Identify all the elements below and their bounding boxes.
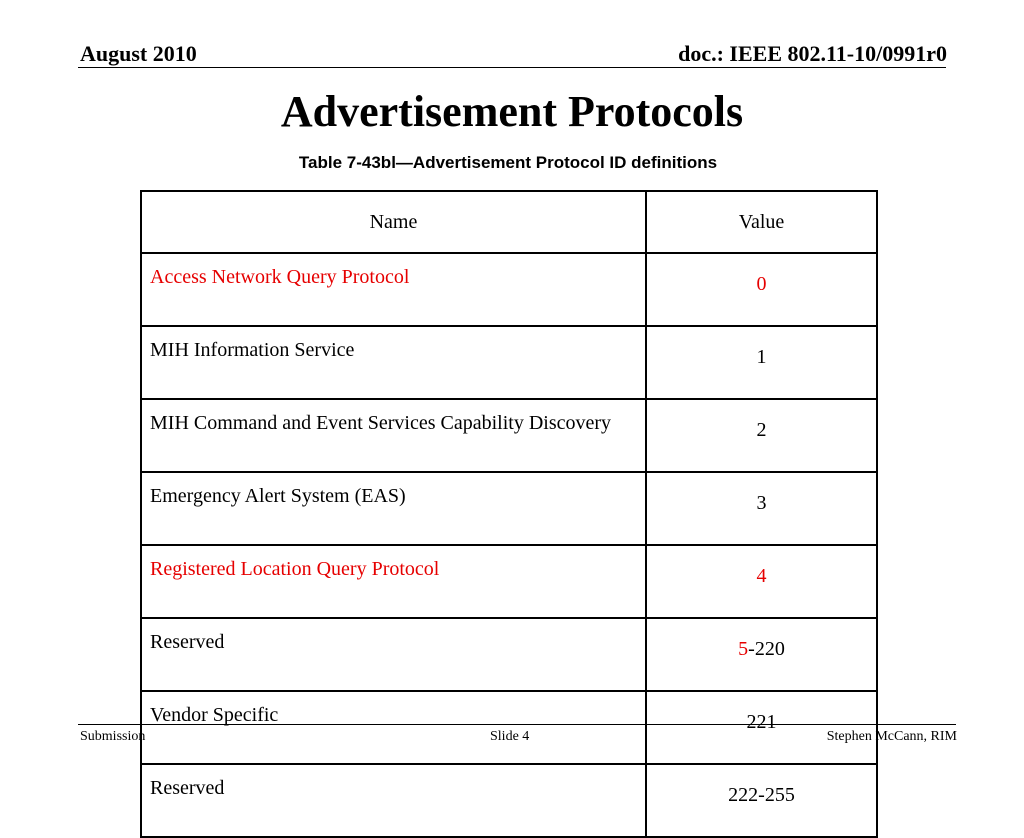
table-row	[141, 545, 877, 618]
row-name: MIH Command and Event Services Capability Discovery	[141, 399, 646, 472]
row-name: Vendor Specific	[141, 691, 646, 764]
table-row	[141, 764, 877, 837]
row-value: 2	[646, 399, 877, 472]
table-row	[141, 472, 877, 545]
header-divider	[78, 67, 946, 68]
row-value	[646, 618, 877, 691]
row-value: 222-255	[646, 764, 877, 837]
row-name: Access Network Query Protocol	[141, 253, 646, 326]
row-value-prefix: 5	[738, 638, 749, 660]
row-value: 0	[646, 253, 877, 326]
row-name: Reserved	[141, 618, 646, 691]
table-row	[141, 618, 877, 691]
row-value: 4	[646, 545, 877, 618]
table-row	[141, 399, 877, 472]
footer-slide-number: Slide 4	[490, 729, 530, 744]
row-name: Registered Location Query Protocol	[141, 545, 646, 618]
row-name: Reserved	[141, 764, 646, 837]
row-name: Emergency Alert System (EAS)	[141, 472, 646, 545]
row-value: 1	[646, 326, 877, 399]
footer-author: Stephen McCann, RIM	[826, 729, 957, 744]
footer-divider	[78, 724, 956, 725]
column-header-name: Name	[141, 191, 646, 253]
row-value-suffix: -220	[748, 638, 785, 660]
table-header-row	[141, 191, 877, 253]
row-value: 3	[646, 472, 877, 545]
table-row	[141, 326, 877, 399]
row-name: MIH Information Service	[141, 326, 646, 399]
header-date: August 2010	[80, 41, 197, 66]
header-doc-id: doc.: IEEE 802.11-10/0991r0	[678, 41, 947, 66]
row-value: 221	[646, 691, 877, 764]
slide-title: Advertisement Protocols	[280, 87, 744, 136]
table-row	[141, 253, 877, 326]
table-caption: Table 7-43bl—Advertisement Protocol ID definitions	[298, 153, 718, 172]
column-header-value: Value	[646, 191, 877, 253]
footer-submission: Submission	[80, 729, 146, 744]
